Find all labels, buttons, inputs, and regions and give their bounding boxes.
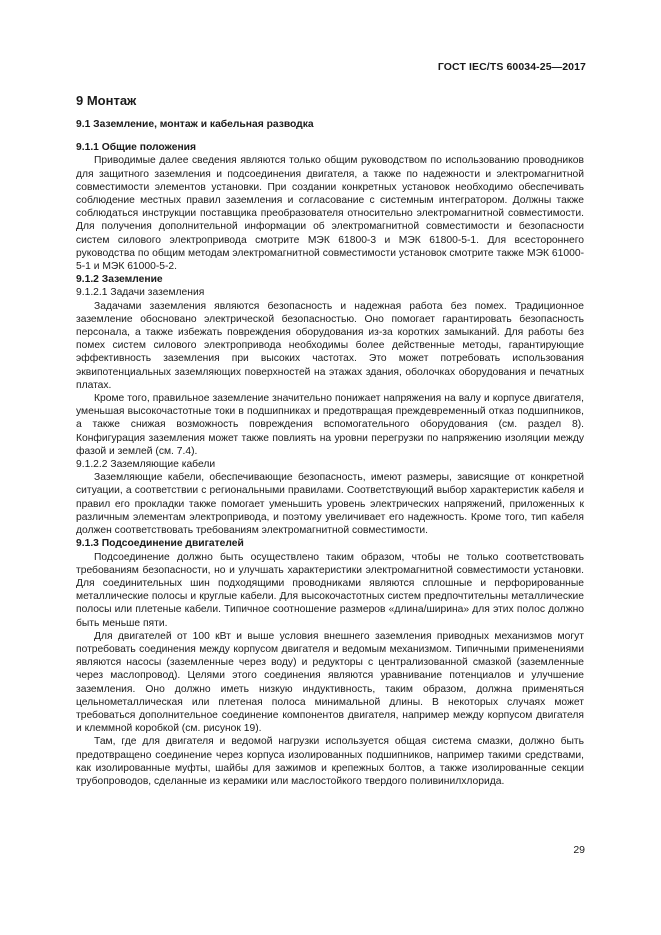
heading-9-1-1: 9.1.1 Общие положения: [76, 142, 196, 154]
heading-9-1-3: 9.1.3 Подсоединение двигателей: [76, 538, 244, 550]
page-number: 29: [573, 844, 585, 856]
heading-9-1-2: 9.1.2 Заземление: [76, 274, 163, 286]
paragraph-9-1-3c: Там, где для двигателя и ведомой нагрузки используется общая система смазки, должно быть предотвращено соединение через корпуса изолированных подшипников, например такими средствами, как изолированные муфты, шайбы для зажимов и крепежных болтов, а также изолированные секции трубопроводов, сделанные из керамики или маслостойкого твердого поливинилхлорида.: [76, 736, 584, 787]
paragraph-9-1-3a: Подсоединение должно быть осуществлено таким образом, чтобы не только соответствовать требованиям безопасности, но и улучшать характеристики электромагнитной совместимости установки. Для соединительных шин подходящими проводниками являются сплошные и перфорированные металлические полосы и круглые кабели. Для высокочастотных систем предпочтительны металлические полосы или плетеные кабели. Типичное соотношение размеров «длина/ширина» для этих полос должно быть меньше пяти.: [76, 551, 584, 629]
paragraph-9-1-3b: Для двигателей от 100 кВт и выше условия внешнего заземления приводных механизмов могут потребовать соединения между корпусом двигателя и ведомым механизмом. Типичными применениями являются насосы (заземленные через воду) и редукторы с централизованной смазкой (заземленные через маслопровод). Целями этого соединения являются уравнивание потенциалов и улучшение заземления. Оно должно иметь низкую индуктивность, таким образом, должна применяться цельнометаллическая или плетеная полоса минимальной длины. В некоторых случаях может требоваться дополнительное соединение компонентов двигателя, например между корпусом двигателя и клеммной коробкой (см. рисунок 19).: [76, 630, 584, 735]
heading-9-1-2-1: 9.1.2.1 Задачи заземления: [76, 287, 205, 299]
section-title: 9 Монтаж: [76, 93, 137, 108]
standard-header: ГОСТ IEC/TS 60034-25—2017: [437, 61, 586, 73]
paragraph-9-1-2-1a: Задачами заземления являются безопасность и надежная работа без помех. Традиционное заземление обосновано электрической безопасностью. Оно помогает гарантировать безопасность персонала, а также избежать повреждения оборудования из-за коротких замыканий. Для работы без помех систем силового электропривода необходимы более действенные методы, гарантирующие эффективность заземления при высоких частотах. Это может потребовать использования эквипотенциальных заземляющих поверхностей на этажах здания, оболочках оборудования и печатных платах.: [76, 300, 584, 391]
paragraph-9-1-2-2: Заземляющие кабели, обеспечивающие безопасность, имеют размеры, зависящие от конкретной ситуации, а соответствии с региональными правилами. Соответствующий выбор характеристик кабеля и правил его прокладки также помогает уменьшить уровень электрических напряжений, приложенных к различным элементам электропривода, и поэтому увеличивает его надежность. Кроме того, тип кабеля должен соответствовать требованиям электромагнитной совместимости.: [76, 472, 584, 537]
paragraph-9-1-1: Приводимые далее сведения являются только общим руководством по использованию проводников для защитного заземления и подсоединения двигателя, а также по надежности и электромагнитной совместимости элементов установки. При создании конкретных установок необходимо обеспечивать соблюдение местных правил заземления и согласование с системным интегратором. Должны также соблюдаться инструкции поставщика преобразователя относительно электромагнитной совместимости. Для получения дополнительной информации об электромагнитной совместимости и безопасности систем силового электропривода смотрите МЭК 61800-3 и МЭК 61800-5-1. Для всестороннего руководства по общим методам электромагнитной совместимости установок смотрите также МЭК 61000-5-1 и МЭК 61000-5-2.: [76, 155, 584, 273]
paragraph-9-1-2-1b: Кроме того, правильное заземление значительно понижает напряжения на валу и корпусе двигателя, уменьшая высокочастотные токи в подшипниках и предотвращая преждевременный отказ подшипников, а также снижая возможность повреждения вспомогательного оборудования (см. раздел 8). Конфигурация заземления может также повлиять на уровни перегрузки по напряжению изоляции между фазой и землей (см. 7.4).: [76, 393, 584, 457]
body-text: [76, 118, 584, 788]
subsection-title: 9.1 Заземление, монтаж и кабельная разводка: [76, 119, 314, 130]
heading-9-1-2-2: 9.1.2.2 Заземляющие кабели: [76, 459, 216, 471]
